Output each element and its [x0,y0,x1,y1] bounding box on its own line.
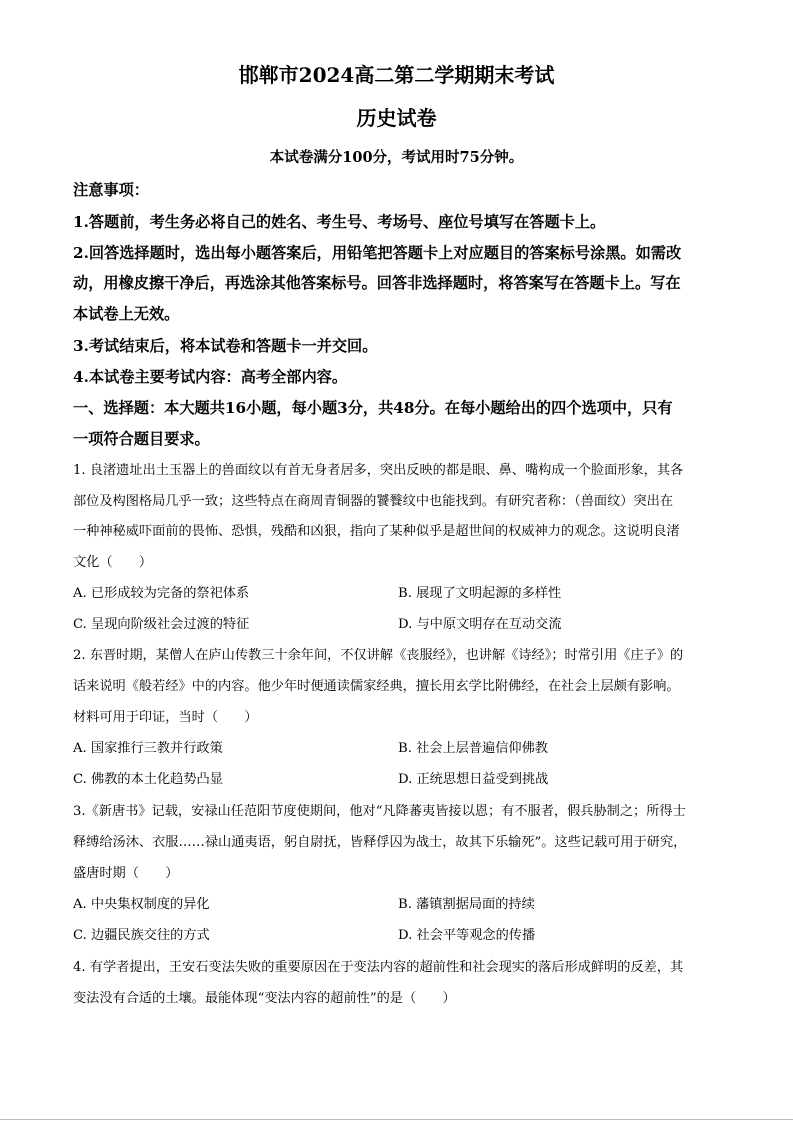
question-1-text: 1. 良渚遗址出土玉器上的兽面纹以有首无身者居多，突出反映的都是眼、鼻、嘴构成一个脸面形象，其各 [73,463,684,478]
question-1-option-b: B. 展现了文明起源的多样性 [398,586,562,601]
exam-subject: 历史试卷 [356,106,437,130]
question-3-option-b: B. 藩镇割据局面的持续 [398,897,535,912]
notice-line: 3.考试结束后，将本试卷和答题卡一并交回。 [73,337,378,355]
question-2-text: 话来说明《般若经》中的内容。他少年时便通读儒家经典，擅长用玄学比附佛经，在社会上层颇有影响。 [73,679,680,694]
section-heading: 一、选择题：本大题共16小题，每小题3分，共48分。在每小题给出的四个选项中，只有 [73,399,673,417]
question-2-text: 材料可用于印证，当时（ ） [73,710,258,725]
exam-info: 本试卷满分100分，考试用时75分钟。 [269,149,524,166]
question-1-option-d: D. 与中原文明存在互动交流 [398,617,562,632]
section-heading-cont: 一项符合题目要求。 [73,430,210,448]
page-bottom-divider [0,1119,793,1120]
question-2-text: 2. 东晋时期，某僧人在庐山传教三十余年间，不仅讲解《丧服经》，也讲解《诗经》；时常引用《庄子》的 [73,648,684,663]
question-3-text: 盛唐时期（ ） [73,866,179,881]
notice-line: 1.答题前，考生务必将自己的姓名、考生号、考场号、座位号填写在答题卡上。 [73,213,606,231]
question-2-option-c: C. 佛教的本土化趋势凸显 [73,772,223,787]
notice-line: 2.回答选择题时，选出每小题答案后，用铅笔把答题卡上对应题目的答案标号涂黑。如需改 [73,244,682,262]
question-4-text: 变法没有合适的土壤。最能体现“变法内容的超前性”的是（ ） [73,991,456,1006]
notice-line: 4.本试卷主要考试内容：高考全部内容。 [73,368,348,386]
question-1-text: 一种神秘威吓面前的畏怖、恐惧，残酷和凶狠，指向了某种似乎是超世间的权威神力的观念。这说明良渚 [73,524,680,539]
question-1-option-c: C. 呈现向阶级社会过渡的特征 [73,617,250,632]
question-1-text: 文化（ ） [73,555,153,570]
question-4-text: 4. 有学者提出，王安石变法失败的重要原因在于变法内容的超前性和社会现实的落后形成鲜明的反差，其 [73,960,684,975]
question-3-option-d: D. 社会平等观念的传播 [398,928,536,943]
question-2-option-a: A. 国家推行三教并行政策 [73,741,223,756]
question-2-option-d: D. 正统思想日益受到挑战 [398,772,549,787]
question-2-option-b: B. 社会上层普遍信仰佛教 [398,741,548,756]
notice-line: 本试卷上无效。 [73,305,180,323]
question-1-text: 部位及构图格局几乎一致；这些特点在商周青铜器的饕餮纹中也能找到。有研究者称：（兽面纹）突出在 [73,494,674,509]
question-3-text: 释缚给汤沐、衣服……禄山通夷语，躬自尉抚，皆释俘囚为战士，故其下乐输死”。这些记载可用于研究， [73,835,687,850]
question-3-option-c: C. 边疆民族交往的方式 [73,928,210,943]
exam-title: 邯郸市2024高二第二学期期末考试 [238,63,555,87]
question-3-option-a: A. 中央集权制度的异化 [73,897,210,912]
question-3-text: 3.《新唐书》记载，安禄山任范阳节度使期间，他对“凡降蕃夷皆接以恩；有不服者，假兵胁制之；所得士 [73,804,686,819]
notice-line: 动，用橡皮擦干净后，再选涂其他答案标号。回答非选择题时，将答案写在答题卡上。写在 [73,274,681,292]
question-1-option-a: A. 已形成较为完备的祭祀体系 [73,586,250,601]
notice-heading: 注意事项： [73,181,149,199]
